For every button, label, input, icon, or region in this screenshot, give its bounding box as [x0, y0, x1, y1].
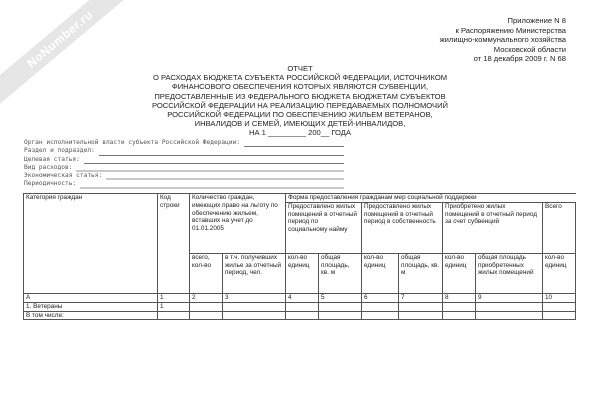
- header-count: Количество граждан, имеющих право на льготу по обеспечению жильем, вставших на учет до 01.01.2005: [190, 194, 286, 254]
- col-number: 9: [476, 293, 543, 302]
- cell[interactable]: [443, 311, 476, 320]
- sub-area-purchased: общая площадь приобретенных жилых помещений: [476, 253, 543, 293]
- title-line: ОТЧЕТ: [287, 64, 313, 73]
- sub-received: в т.ч. получивших жилье за отчетный период, чел.: [223, 253, 286, 293]
- header-code: Код строки: [158, 194, 190, 294]
- cell[interactable]: [399, 311, 443, 320]
- field-economic-article: [24, 172, 344, 180]
- col-number: 5: [319, 293, 362, 302]
- field-label: Раздел и подраздел:: [24, 147, 95, 155]
- sub-total-count: всего, кол-во: [190, 253, 223, 293]
- appendix-header: [440, 16, 566, 64]
- field-periodicity: [24, 180, 344, 188]
- field-input-line[interactable]: [80, 181, 344, 189]
- report-table: [23, 193, 576, 320]
- field-label: Орган исполнительной власти субъекта Российской Федерации:: [24, 139, 241, 146]
- col-number: 2: [190, 293, 223, 302]
- title-line: РОССИЙСКОЙ ФЕДЕРАЦИИ НА РЕАЛИЗАЦИЮ ПЕРЕДАВАЕМЫХ ПОЛНОМОЧИЙ: [152, 100, 448, 110]
- field-section: [24, 147, 344, 155]
- col-number: 6: [362, 293, 399, 302]
- header-total: Всего: [543, 202, 576, 253]
- field-expense-type: [24, 164, 344, 172]
- report-title: [140, 64, 460, 138]
- col-number: 10: [543, 293, 576, 302]
- title-line: ПРЕДОСТАВЛЕННЫЕ ИЗ ФЕДЕРАЛЬНОГО БЮДЖЕТА БЮДЖЕТАМ СУБЪЕКТОВ: [154, 91, 446, 101]
- cell[interactable]: [190, 302, 223, 311]
- field-label: Экономическая статья:: [24, 172, 103, 180]
- col-number: 8: [443, 293, 476, 302]
- col-number: 1: [158, 293, 190, 302]
- col-number: 4: [286, 293, 319, 302]
- field-label: Целевая статья:: [24, 155, 80, 163]
- title-line: О РАСХОДАХ БЮДЖЕТА СУБЪЕКТА РОССИЙСКОЙ ФЕДЕРАЦИИ, ИСТОЧНИКОМ: [152, 73, 448, 83]
- sub-units: кол-во единиц: [286, 253, 319, 293]
- cell[interactable]: [223, 311, 286, 320]
- header-purchased: Приобретено жилых помещений в отчетный период за счет субвенций: [443, 202, 543, 253]
- appendix-line: жилищно-коммунального хозяйства: [439, 35, 566, 45]
- field-input-line[interactable]: [84, 157, 344, 164]
- field-label: Периодичность:: [24, 180, 77, 188]
- row-category: 1. Ветераны: [24, 302, 158, 311]
- cell[interactable]: [286, 302, 319, 311]
- table-row: [24, 302, 576, 311]
- cell[interactable]: [362, 311, 399, 320]
- cell[interactable]: [319, 311, 362, 320]
- report-fields: [24, 139, 344, 189]
- field-input-line[interactable]: [106, 172, 344, 180]
- cell[interactable]: [190, 311, 223, 320]
- sub-area: общая площадь, кв. м: [399, 253, 443, 293]
- watermark: NoNumber.ru: [0, 0, 136, 105]
- col-number: 3: [223, 293, 286, 302]
- cell[interactable]: [543, 302, 576, 311]
- col-number: А: [24, 293, 158, 302]
- appendix-line: к Распоряжению Министерства: [455, 25, 566, 35]
- appendix-line: Московской области: [493, 44, 566, 54]
- field-input-line[interactable]: [76, 164, 344, 172]
- field-authority: [24, 139, 344, 147]
- header-social: Предоставлено жилых помещений в отчетный период по социальному найму: [286, 202, 362, 253]
- sub-area: общая площадь, кв. м: [319, 253, 362, 293]
- field-label: Вид расходов:: [24, 163, 73, 171]
- title-line: ИНВАЛИДОВ И СЕМЕЙ, ИМЕЮЩИХ ДЕТЕЙ-ИНВАЛИДОВ,: [194, 119, 406, 129]
- cell[interactable]: [319, 302, 362, 311]
- table-row-numbers: [24, 293, 576, 302]
- title-line: РОССИЙСКОЙ ФЕДЕРАЦИИ ПО ОБЕСПЕЧЕНИЮ ЖИЛЬЕМ ВЕТЕРАНОВ,: [167, 110, 433, 120]
- cell[interactable]: [443, 302, 476, 311]
- row-code: [158, 311, 190, 320]
- cell[interactable]: [476, 302, 543, 311]
- appendix-line: Приложение N 8: [507, 16, 566, 25]
- appendix-line: от 18 декабря 2009 г. N 68: [473, 54, 566, 64]
- row-category: В том числе:: [24, 311, 158, 320]
- table-row: [24, 311, 576, 320]
- header-form: Форма предоставления гражданам мер социальной поддержки: [286, 194, 576, 203]
- sub-units: кол-во единиц: [362, 253, 399, 293]
- cell[interactable]: [286, 311, 319, 320]
- field-input-line[interactable]: [99, 149, 344, 156]
- title-line: ФИНАНСОВОГО ОБЕСПЕЧЕНИЯ КОТОРЫХ ЯВЛЯЮТСЯ СУБВЕНЦИИ,: [171, 82, 429, 92]
- row-code: 1: [158, 302, 190, 311]
- sub-units: кол-во единиц: [543, 253, 576, 293]
- cell[interactable]: [543, 311, 576, 320]
- sub-units: кол-во единиц: [443, 253, 476, 293]
- cell[interactable]: [223, 302, 286, 311]
- cell[interactable]: [399, 302, 443, 311]
- cell[interactable]: [476, 311, 543, 320]
- header-category: Категория граждан: [24, 194, 158, 294]
- title-line: НА 1 _________ 200__ ГОДА: [249, 128, 351, 138]
- cell[interactable]: [362, 302, 399, 311]
- header-property: Предоставлено жилых помещений в отчетный период в собственность: [362, 202, 443, 253]
- col-number: 7: [399, 293, 443, 302]
- field-target-article: [24, 156, 344, 164]
- field-input-line[interactable]: [244, 140, 344, 147]
